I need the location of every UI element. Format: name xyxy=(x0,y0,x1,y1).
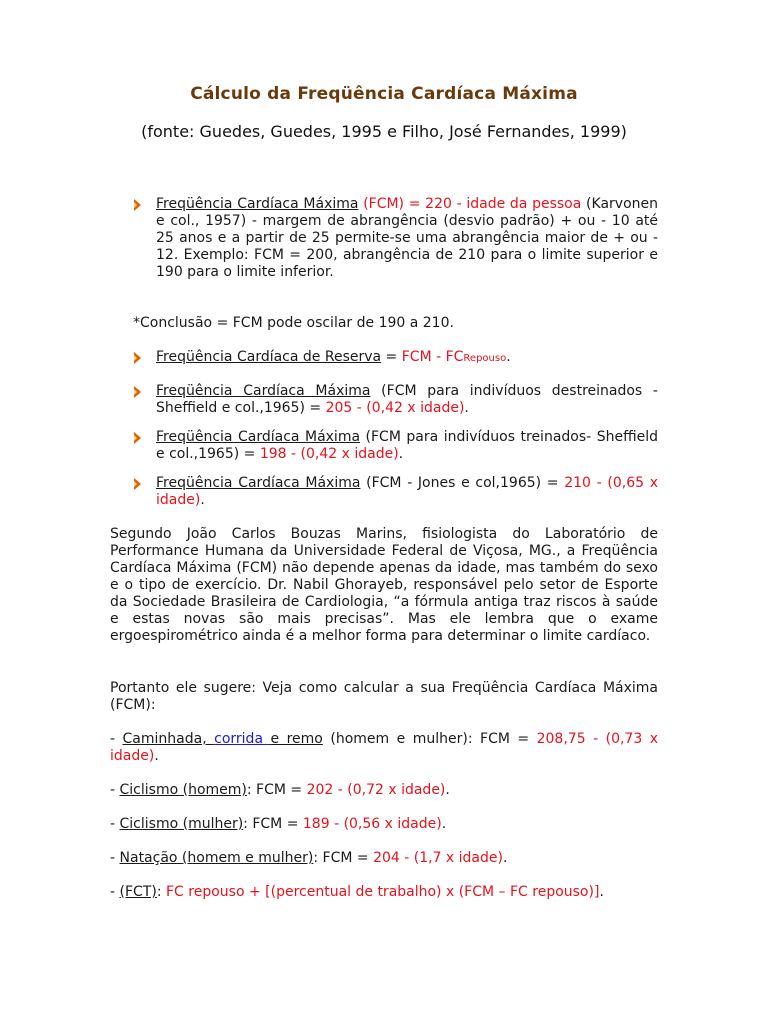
item-end: . xyxy=(502,850,508,866)
item-label: Natação (homem e mulher) xyxy=(119,850,314,866)
item-ciclismo-homem xyxy=(110,782,658,799)
document-source: (fonte: Guedes, Guedes, 1995 e Filho, José Fernandes, 1999) xyxy=(141,122,627,141)
item-mid: (homem e mulher): FCM = xyxy=(322,731,537,747)
item-fct xyxy=(110,884,658,901)
item-mid: : FCM = xyxy=(246,782,307,798)
item-label: e remo xyxy=(270,731,323,747)
bullet-label: Freqüência Cardíaca Máxima xyxy=(156,196,359,212)
item-prefix: - xyxy=(110,731,123,747)
bullet-mid: (FCM para indivíduos treinados- Sheffield e col.,1965) = xyxy=(156,429,658,462)
bullet-formula: 210 - (0,65 x idade) xyxy=(156,475,658,508)
item-formula: 202 - (0,72 x idade) xyxy=(306,782,446,798)
bullet-mid: (FCM para indivíduos destreinados - Sheffield e col.,1965) = xyxy=(156,383,658,416)
bullet-fcm-treinados xyxy=(134,429,658,463)
bullet-text xyxy=(156,196,658,281)
paragraph-sugestao: Portanto ele sugere: Veja como calcular a sua Freqüência Cardíaca Máxima (FCM): xyxy=(110,680,658,713)
item-prefix: - xyxy=(110,884,120,900)
bullet-formula-subscript: Repouso xyxy=(463,353,507,364)
bullet-fc-reserva xyxy=(134,349,658,367)
bullet-text xyxy=(156,383,658,417)
item-mid: : FCM = xyxy=(313,850,374,866)
item-prefix: - xyxy=(110,782,120,798)
item-mid: : FCM = xyxy=(243,816,303,832)
link-corrida[interactable]: corrida xyxy=(214,731,271,747)
bullet-end: . xyxy=(200,492,205,508)
arrow-bullet-icon xyxy=(134,432,141,444)
bullet-text xyxy=(156,349,658,367)
item-ciclismo-mulher xyxy=(110,816,658,833)
bullet-formula: 198 - (0,42 x idade) xyxy=(259,446,399,462)
item-end: . xyxy=(441,816,447,832)
item-formula: 204 - (1,7 x idade) xyxy=(373,850,503,866)
arrow-bullet-icon xyxy=(134,386,141,398)
item-prefix: - xyxy=(110,816,120,832)
item-label: Caminhada, xyxy=(122,731,215,747)
item-formula: FC repouso + [(percentual de trabalho) x (FCM – FC repouso)] xyxy=(166,884,600,900)
bullet-fcm-karvonen xyxy=(134,196,658,281)
item-formula: 208,75 - (0,73 x idade) xyxy=(110,731,659,764)
bullet-end: . xyxy=(464,400,469,416)
item-caminhada xyxy=(110,731,658,765)
bullet-end: . xyxy=(506,349,511,365)
item-label: Ciclismo (homem) xyxy=(119,782,247,798)
bullet-formula: FCM - FC xyxy=(401,349,464,365)
bullet-formula: 205 - (0,42 x idade) xyxy=(325,400,465,416)
conclusion-text: *Conclusão = FCM pode oscilar de 190 a 210. xyxy=(133,315,454,331)
item-natacao xyxy=(110,850,658,867)
bullet-label: Freqüência Cardíaca de Reserva xyxy=(156,349,382,365)
bullet-label: Freqüência Cardíaca Máxima xyxy=(156,383,371,399)
paragraph-marins: Segundo João Carlos Bouzas Marins, fisiologista do Laboratório de Performance Humana da Universidade Federal de Viçosa, MG., a Freqüência Cardíaca Máxima (FCM) não depende apenas da idade, mas também do sexo e o tipo de exercício. Dr. Nabil Ghorayeb, responsável pelo setor de Esporte da Sociedade Brasileira de Cardiologia, “a fórmula antiga traz riscos à saúde e estas novas são mais precisas”. Mas ele lembra que o exame ergoespirométrico ainda é a melhor forma para determinar o limite cardíaco. xyxy=(110,526,658,644)
bullet-text xyxy=(156,429,658,463)
bullet-label: Freqüência Cardíaca Máxima xyxy=(156,429,361,445)
item-end: . xyxy=(154,748,159,764)
item-mid: : xyxy=(156,884,166,900)
arrow-bullet-icon xyxy=(134,478,141,490)
bullet-label: Freqüência Cardíaca Máxima xyxy=(156,475,361,491)
bullet-mid: (FCM - Jones e col,1965) = xyxy=(360,475,565,491)
bullet-fcm-destreinados xyxy=(134,383,658,417)
item-formula: 189 - (0,56 x idade) xyxy=(302,816,442,832)
bullet-text xyxy=(156,475,658,509)
item-end: . xyxy=(599,884,604,900)
item-end: . xyxy=(445,782,450,798)
item-prefix: - xyxy=(110,850,120,866)
bullet-mid: = xyxy=(381,349,402,365)
arrow-bullet-icon xyxy=(134,199,141,211)
bullet-formula: (FCM) = 220 - idade da pessoa xyxy=(358,196,582,212)
item-label: Ciclismo (mulher) xyxy=(119,816,244,832)
bullet-description: (Karvonen e col., 1957) - margem de abrangência (desvio padrão) + ou - 10 até 25 anos e a partir de 25 permite-se uma abrangência maior de + ou - 12. Exemplo: FCM = 200, abrangência de 210 para o limite superior e 190 para o limite inferior. xyxy=(156,196,658,280)
document-title: Cálculo da Freqüência Cardíaca Máxima xyxy=(190,84,578,104)
bullet-fcm-jones xyxy=(134,475,658,509)
bullet-end: . xyxy=(398,446,404,462)
arrow-bullet-icon xyxy=(134,352,141,364)
item-label: (FCT) xyxy=(119,884,157,900)
